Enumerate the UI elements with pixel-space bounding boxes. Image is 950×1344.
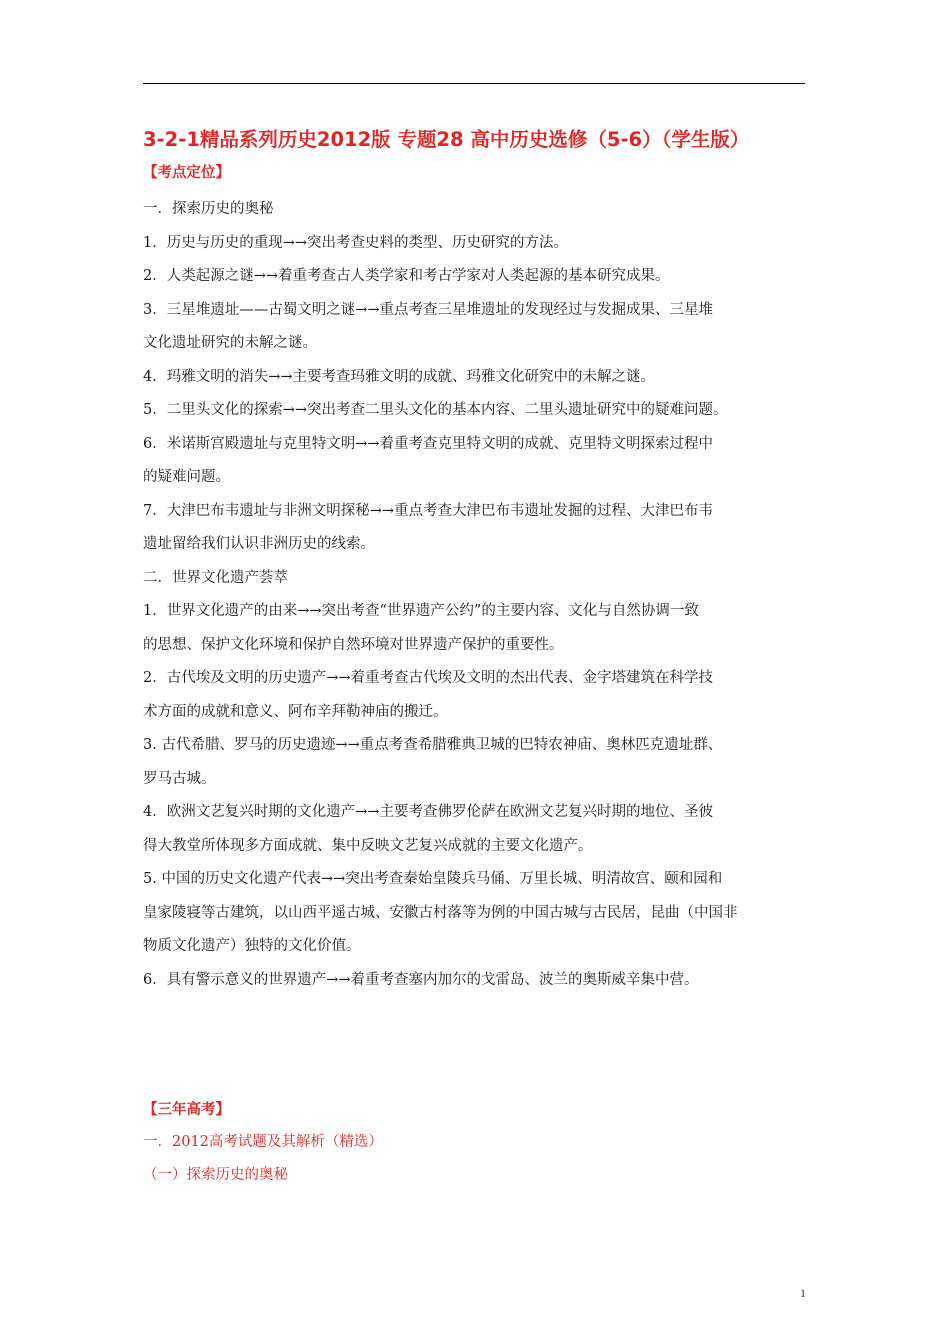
page-number: 1 — [800, 1286, 806, 1300]
body-line: 的疑难问题。 — [143, 469, 230, 485]
body-line: 遗址留给我们认识非洲历史的线索。 — [143, 536, 375, 552]
section-label-sannian: 【三年高考】 — [143, 1102, 230, 1118]
body-line: 4．欧洲文艺复兴时期的文化遗产→→主要考查佛罗伦萨在欧洲文艺复兴时期的地位、圣彼 — [143, 804, 714, 820]
body-line: 5．二里头文化的探索→→突出考查二里头文化的基本内容、二里头遗址研究中的疑难问题。 — [143, 402, 728, 418]
kaodian-body — [143, 193, 811, 997]
body-line: 2．人类起源之谜→→着重考查古人类学家和考古学家对人类起源的基本研究成果。 — [143, 268, 670, 284]
body-line: 6．米诺斯宫殿遗址与克里特文明→→着重考查克里特文明的成就、克里特文明探索过程中 — [143, 435, 714, 452]
subheading-2012: 一．2012高考试题及其解析（精选） — [143, 1134, 383, 1150]
body-line: 二．世界文化遗产荟萃 — [143, 569, 288, 586]
body-line: 1．历史与历史的重现→→突出考查史料的类型、历史研究的方法。 — [143, 234, 569, 251]
body-line: 4．玛雅文明的消失→→主要考查玛雅文明的成就、玛雅文化研究中的未解之谜。 — [143, 368, 656, 385]
body-line: 2．古代埃及文明的历史遗产→→着重考查古代埃及文明的杰出代表、金字塔建筑在科学技 — [143, 670, 714, 686]
body-line: 术方面的成就和意义、阿布辛拜勒神庙的搬迁。 — [143, 703, 448, 720]
body-line: 7．大津巴布韦遗址与非洲文明探秘→→重点考查大津巴布韦遗址发掘的过程、大津巴布韦 — [143, 502, 714, 519]
subsubheading-explore: （一）探索历史的奥秘 — [143, 1167, 288, 1183]
body-line: 3. 古代希腊、罗马的历史遗迹→→重点考查希腊雅典卫城的巴特农神庙、奥林匹克遗址群、 — [143, 737, 723, 753]
header-rule — [143, 83, 805, 84]
section-label-kaodian: 【考点定位】 — [143, 165, 230, 181]
body-line: 一．探索历史的奥秘 — [143, 201, 274, 217]
body-line: 罗马古城。 — [143, 770, 216, 787]
body-line: 5. 中国的历史文化遗产代表→→突出考查秦始皇陵兵马俑、万里长城、明清故宫、颐和园和 — [143, 871, 723, 887]
body-line: 1．世界文化遗产的由来→→突出考查“世界遗产公约”的主要内容、文化与自然协调一致 — [143, 603, 699, 619]
document-title: 3-2-1精品系列历史2012版 专题28 高中历史选修（5-6）（学生版） — [143, 128, 750, 151]
body-line: 3．三星堆遗址——古蜀文明之谜→→重点考查三星堆遗址的发现经过与发掘成果、三星堆 — [143, 301, 714, 318]
body-line: 皇家陵寝等古建筑，以山西平遥古城、安徽古村落等为例的中国古城与古民居，昆曲（中国非 — [143, 904, 738, 921]
body-line: 物质文化遗产）独特的文化价值。 — [143, 938, 361, 954]
body-line: 文化遗址研究的未解之谜。 — [143, 335, 317, 351]
body-line: 得大教堂所体现多方面成就、集中反映文艺复兴成就的主要文化遗产。 — [143, 837, 593, 854]
body-line: 的思想、保护文化环境和保护自然环境对世界遗产保护的重要性。 — [143, 636, 564, 653]
body-line: 6．具有警示意义的世界遗产→→着重考查塞内加尔的戈雷岛、波兰的奥斯威辛集中营。 — [143, 971, 699, 988]
